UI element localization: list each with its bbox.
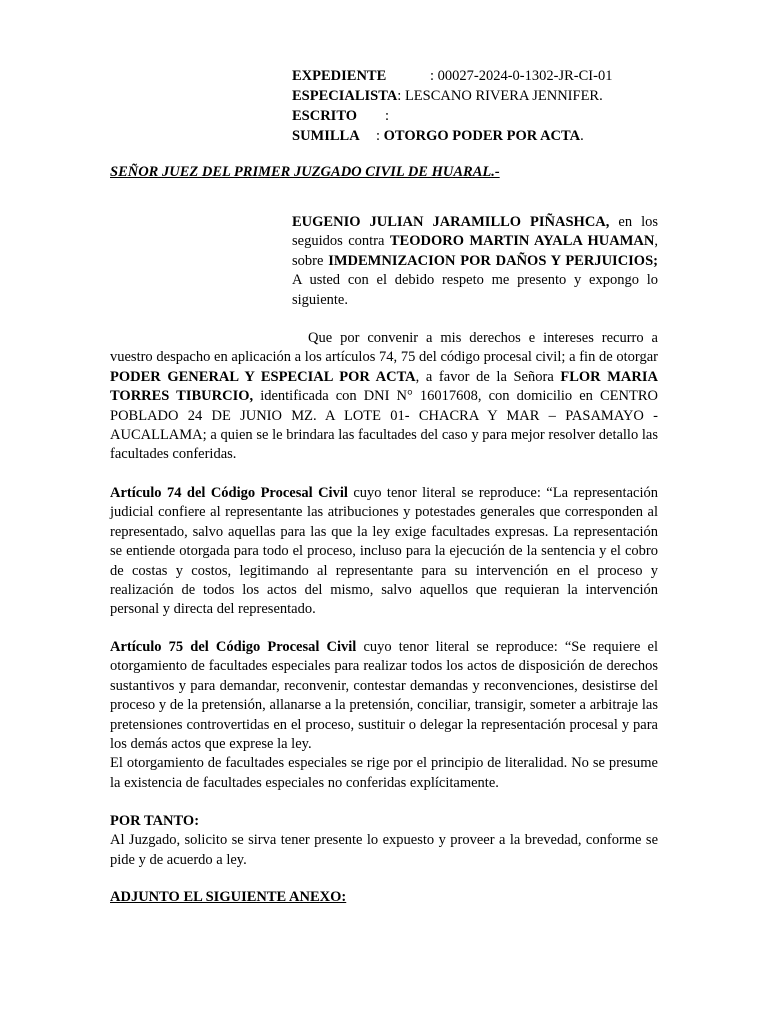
especialista-value: : LESCANO RIVERA JENNIFER. (397, 88, 603, 104)
request-text-2: , a favor de la Señora (415, 368, 561, 385)
intro-text-1: en los seguidos contra (292, 214, 658, 250)
article-74-heading: Artículo 74 del Código Procesal Civil (110, 485, 348, 501)
expediente-label: EXPEDIENTE (292, 68, 387, 84)
request-text-3: identificada con DNI N° 16017608, con domicilio en CENTRO POBLADO 24 DE JUNIO MZ. A LOTE 01- CHACRA Y MAR – PASAMAYO - AUCALLAMA; a quien se le brindara las facultades del caso y para mejor resolver detallo las facultades conferidas. (110, 388, 658, 463)
case-header (292, 67, 692, 147)
annex-heading: ADJUNTO EL SIGUIENTE ANEXO: (110, 889, 347, 905)
por-tanto-heading: POR TANTO: (110, 813, 200, 829)
request-paragraph (110, 329, 658, 465)
escrito-value: : (385, 108, 390, 124)
article-74-text: cuyo tenor literal se reproduce: “La representación judicial confiere al representante las atribuciones y potestades generales que corresponden al representado, salvo aquellas para las que la ley exige facultades expresas. La representación se entiende otorgada para todo el proceso, incluso para la ejecución de la sentencia y el cobro de costas y costos, legitimando al representante para su intervención en el proceso y realización de todos los actos del mismo, salvo aquellos que requieran la intervención personal y directa del representado. (110, 485, 658, 618)
sumilla-row (292, 127, 692, 147)
sumilla-end: . (580, 128, 584, 144)
power-type: PODER GENERAL Y ESPECIAL POR ACTA (110, 368, 416, 385)
article-75-literality: El otorgamiento de facultades especiales se rige por el principio de literalidad. No se presume la existencia de facultades especiales no conferidas explícitamente. (110, 755, 658, 791)
expediente-row (292, 67, 692, 87)
sumilla-separator: : (376, 128, 384, 144)
sumilla-label: SUMILLA (292, 128, 360, 144)
intro-text-2: , sobre (292, 233, 659, 269)
por-tanto-text: Al Juzgado, solicito se sirva tener presente lo expuesto y proveer a la brevedad, conforme se pide y de acuerdo a ley. (110, 832, 658, 868)
attorney-name: FLOR MARIA TORRES TIBURCIO, (110, 368, 658, 405)
article-75-section (110, 638, 658, 793)
addressee-heading: SEÑOR JUEZ DEL PRIMER JUZGADO CIVIL DE HUARAL.- (110, 164, 500, 180)
article-75-paragraph (110, 638, 658, 754)
petitioner-name: EUGENIO JULIAN JARAMILLO PIÑASHCA, (292, 214, 610, 230)
especialista-row (292, 87, 692, 107)
defendant-name: TEODORO MARTIN AYALA HUAMAN (389, 233, 655, 250)
case-matter: IMDEMNIZACION POR DAÑOS Y PERJUICIOS; (328, 252, 658, 269)
expediente-value: : 00027-2024-0-1302-JR-CI-01 (430, 68, 613, 84)
escrito-row (292, 107, 692, 127)
intro-text-3: A usted con el debido respeto me presento y expongo lo siguiente. (292, 272, 658, 308)
sumilla-value: OTORGO PODER POR ACTA (383, 128, 581, 144)
por-tanto-section (110, 812, 658, 870)
article-75-text: cuyo tenor literal se reproduce: “Se requiere el otorgamiento de facultades especiales para realizar todos los actos de disposición de derechos sustantivos y para demandar, reconvenir, contestar demandas y reconvenciones, desistirse del proceso y de la pretensión, allanarse a la pretensión, conciliar, transigir, someter a arbitraje las pretensiones controvertidas en el proceso, sustituir o delegar la representación procesal y para los demás actos que exprese la ley. (110, 639, 658, 753)
escrito-label: ESCRITO (292, 108, 358, 124)
article-74-paragraph (110, 484, 658, 620)
especialista-label: ESPECIALISTA (292, 88, 398, 104)
intro-paragraph (292, 213, 658, 310)
article-75-heading: Artículo 75 del Código Procesal Civil (110, 639, 357, 655)
request-text-1: Que por convenir a mis derechos e intereses recurro a vuestro despacho en aplicación a los artículos 74, 75 del código procesal civil; a fin de otorgar (110, 330, 658, 366)
